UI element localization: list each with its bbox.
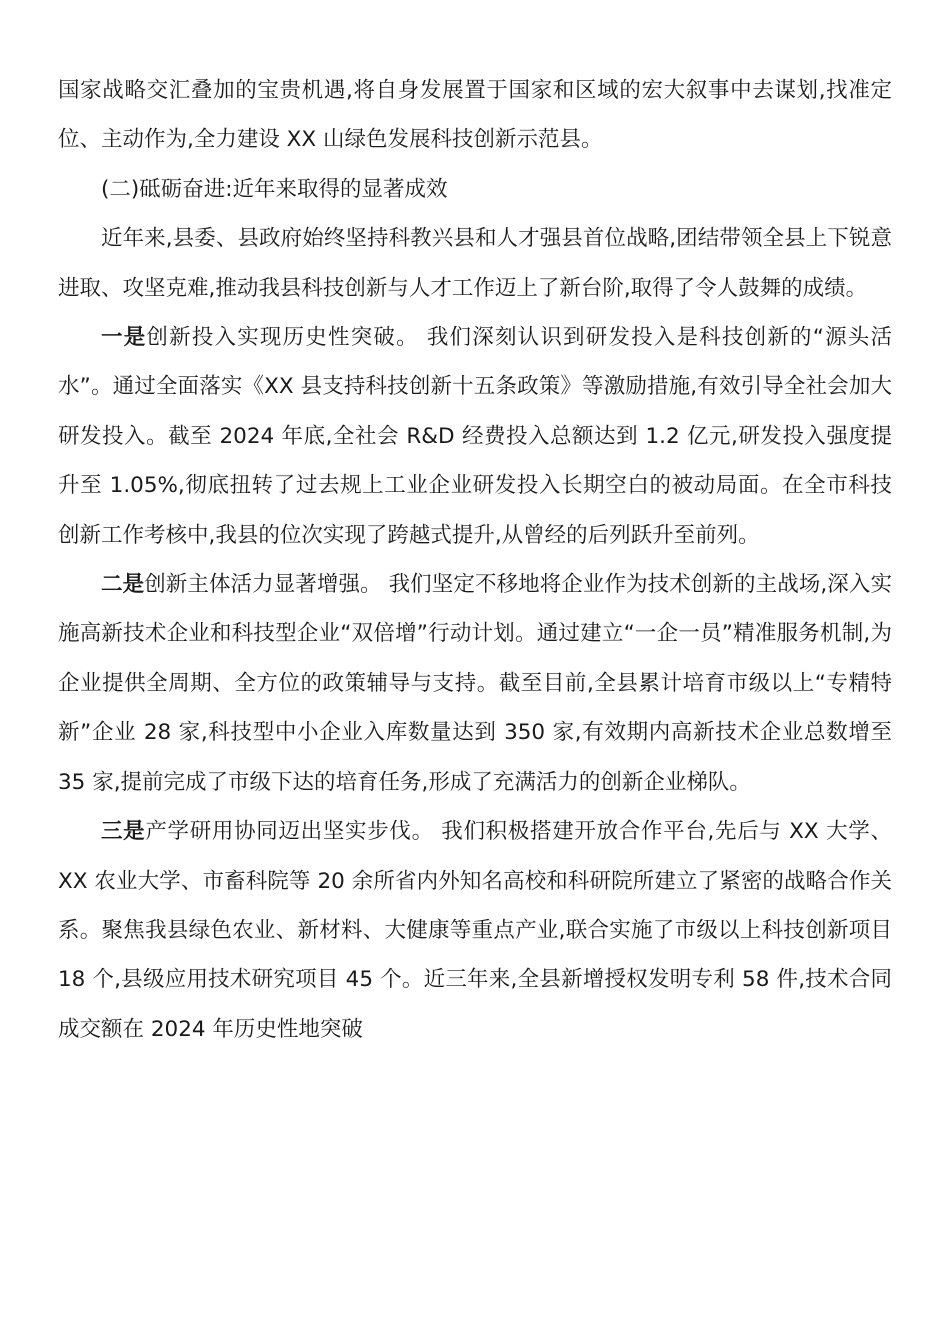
point-lead-2: 二是: [101, 572, 145, 598]
point-paragraph-1: [58, 313, 892, 560]
document-body: [58, 66, 892, 1054]
section-heading: (二)砥砺奋进:近年来取得的显著成效: [101, 176, 448, 202]
point-text-2: 创新主体活力显著增强。 我们坚定不移地将企业作为技术创新的主战场,深入实施高新技术企业和科技型企业“双倍增”行动计划。通过建立“一企一员”精准服务机制,为企业提供全周期、全方位的政策辅导与支持。截至目前,全县累计培育市级以上“专精特新”企业 28 家,科技型中小企业入库数量达到 350 家,有效期内高新技术企业总数增至 35 家,提前完成了市级下达的培育任务,形成了充满活力的创新企业梯队。: [58, 572, 892, 795]
point-text-1: 创新投入实现历史性突破。 我们深刻认识到研发投入是科技创新的“源头活水”。通过全面落实《XX 县支持科技创新十五条政策》等激励措施,有效引导全社会加大研发投入。截至 2024 年底,全社会 R&D 经费投入总额达到 1.2 亿元,研发投入强度提升至 1.05%,彻底扭转了过去规上工业企业研发投入长期空白的被动局面。在全市科技创新工作考核中,我县的位次实现了跨越式提升,从曾经的后列跃升至前列。: [58, 325, 892, 548]
point-lead-1: 一是: [101, 325, 147, 351]
point-text-3: 产学研用协同迈出坚实步伐。 我们积极搭建开放合作平台,先后与 XX 大学、XX 农业大学、市畜科院等 20 余所省内外知名高校和科研院所建立了紧密的战略合作关系。聚焦我县绿色农业、新材料、大健康等重点产业,联合实施了市级以上科技创新项目 18 个,县级应用技术研究项目 45 个。近三年来,全县新增授权发明专利 58 件,技术合同成交额在 2024 年历史性地突破: [58, 819, 892, 1042]
point-paragraph-2: [58, 560, 892, 807]
intro-paragraph: 近年来,县委、县政府始终坚持科教兴县和人才强县首位战略,团结带领全县上下锐意进取、攻坚克难,推动我县科技创新与人才工作迈上了新台阶,取得了令人鼓舞的成绩。: [58, 226, 892, 301]
continuation-paragraph: 国家战略交汇叠加的宝贵机遇,将自身发展置于国家和区域的宏大叙事中去谋划,找准定位、主动作为,全力建设 XX 山绿色发展科技创新示范县。: [58, 78, 892, 153]
point-lead-3: 三是: [101, 819, 146, 845]
point-paragraph-3: [58, 807, 892, 1054]
